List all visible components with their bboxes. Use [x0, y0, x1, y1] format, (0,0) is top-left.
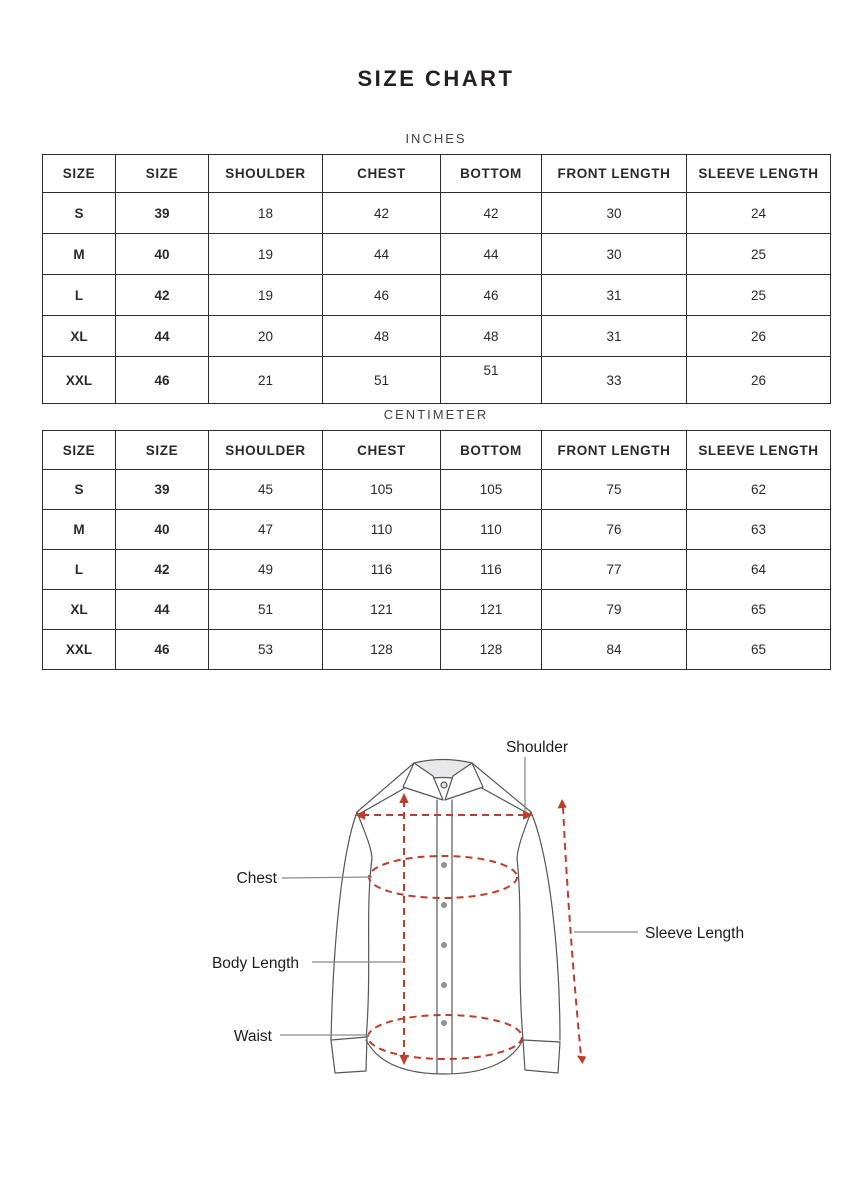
- value-cell: 24: [687, 193, 831, 234]
- value-cell: 31: [542, 275, 687, 316]
- table-row: [43, 357, 831, 404]
- arrowhead-down: [399, 1055, 408, 1065]
- size-cell: M: [43, 510, 116, 550]
- button-icon: [441, 1020, 446, 1025]
- column-header: BOTTOM: [441, 431, 542, 470]
- column-header: CHEST: [323, 431, 441, 470]
- value-cell: 31: [542, 316, 687, 357]
- value-cell: 44: [116, 590, 209, 630]
- left-cuff: [331, 1037, 367, 1073]
- value-cell: 63: [687, 510, 831, 550]
- value-cell: 105: [323, 470, 441, 510]
- value-cell: 30: [542, 193, 687, 234]
- centimeter-table-caption: CENTIMETER: [383, 407, 489, 422]
- size-cell: M: [43, 234, 116, 275]
- waist-label: Waist: [233, 1028, 272, 1045]
- size-cell: S: [43, 193, 116, 234]
- table-row: [43, 510, 831, 550]
- value-cell: 48: [441, 316, 542, 357]
- value-cell: 75: [542, 470, 687, 510]
- shirt-outline: [331, 760, 560, 1075]
- value-cell: 46: [323, 275, 441, 316]
- value-cell: 25: [687, 275, 831, 316]
- size-cell: L: [43, 275, 116, 316]
- header-row: [43, 431, 831, 470]
- value-cell: 42: [116, 275, 209, 316]
- value-cell: 84: [542, 630, 687, 670]
- sleeve-length-label: Sleeve Length: [645, 925, 745, 942]
- right-armhole: [517, 812, 531, 1040]
- button-icon: [441, 862, 446, 867]
- table-row: [43, 630, 831, 670]
- value-cell: 39: [116, 193, 209, 234]
- value-cell: 42: [323, 193, 441, 234]
- value-cell: 40: [116, 234, 209, 275]
- value-cell: 65: [687, 590, 831, 630]
- value-cell: 105: [441, 470, 542, 510]
- measurement-marks: [362, 800, 581, 1059]
- value-cell: 42: [116, 550, 209, 590]
- table-row: [43, 275, 831, 316]
- value-cell: 21: [209, 357, 323, 404]
- centimeter-size-table: [42, 430, 831, 670]
- value-cell: 62: [687, 470, 831, 510]
- arrowhead-up: [399, 793, 408, 803]
- inches-table-header: [43, 155, 831, 193]
- size-cell: XXL: [43, 630, 116, 670]
- value-cell: 18: [209, 193, 323, 234]
- value-cell: 121: [441, 590, 542, 630]
- value-cell: 46: [116, 630, 209, 670]
- value-cell: 77: [542, 550, 687, 590]
- right-cuff: [523, 1040, 560, 1073]
- column-header: SHOULDER: [209, 431, 323, 470]
- value-cell: 19: [209, 275, 323, 316]
- value-cell: 19: [209, 234, 323, 275]
- centimeter-table-body: [43, 470, 831, 670]
- column-header: SIZE: [43, 155, 116, 193]
- chest-label: Chest: [236, 870, 277, 887]
- column-header: SLEEVE LENGTH: [687, 431, 831, 470]
- table-row: [43, 316, 831, 357]
- value-cell: 110: [323, 510, 441, 550]
- centimeter-table-header: [43, 431, 831, 470]
- value-cell: 110: [441, 510, 542, 550]
- value-cell: 44: [323, 234, 441, 275]
- column-header: SHOULDER: [209, 155, 323, 193]
- page-title: SIZE CHART: [357, 66, 515, 91]
- inches-table-caption: INCHES: [405, 131, 467, 146]
- table-row: [43, 234, 831, 275]
- size-cell: S: [43, 470, 116, 510]
- value-cell: 128: [323, 630, 441, 670]
- shoulder-label: Shoulder: [505, 739, 569, 756]
- value-cell: 76: [542, 510, 687, 550]
- placket-buttons: [441, 862, 446, 1025]
- arrowhead-sleeve-bottom: [577, 1056, 586, 1065]
- value-cell: 51: [209, 590, 323, 630]
- column-header: CHEST: [323, 155, 441, 193]
- size-cell: XL: [43, 316, 116, 357]
- button-icon: [441, 942, 446, 947]
- value-cell: 45: [209, 470, 323, 510]
- table-row: [43, 550, 831, 590]
- value-cell: 26: [687, 357, 831, 404]
- value-cell: 49: [209, 550, 323, 590]
- measurement-arrowheads: [355, 793, 586, 1065]
- column-header: FRONT LENGTH: [542, 431, 687, 470]
- inches-size-table: [42, 154, 831, 404]
- value-cell: 42: [441, 193, 542, 234]
- value-cell: 44: [116, 316, 209, 357]
- size-cell: XXL: [43, 357, 116, 404]
- column-header: SIZE: [43, 431, 116, 470]
- column-header: BOTTOM: [441, 155, 542, 193]
- table-row: [43, 590, 831, 630]
- value-cell: 39: [116, 470, 209, 510]
- shirt-measurement-diagram: [180, 690, 780, 1120]
- value-cell: 20: [209, 316, 323, 357]
- value-cell: 51: [441, 357, 542, 404]
- size-cell: L: [43, 550, 116, 590]
- body-length-label: Body Length: [211, 955, 299, 972]
- value-cell: 51: [323, 357, 441, 404]
- column-header: SLEEVE LENGTH: [687, 155, 831, 193]
- arrowhead-sleeve-top: [558, 799, 567, 809]
- value-cell: 64: [687, 550, 831, 590]
- size-cell: XL: [43, 590, 116, 630]
- collar-button: [441, 782, 447, 788]
- right-sleeve: [531, 812, 560, 1040]
- hem: [366, 1040, 523, 1074]
- value-cell: 47: [209, 510, 323, 550]
- column-header: SIZE: [116, 155, 209, 193]
- button-icon: [441, 902, 446, 907]
- chest-leader-line: [282, 877, 372, 878]
- value-cell: 33: [542, 357, 687, 404]
- value-cell: 40: [116, 510, 209, 550]
- value-cell: 128: [441, 630, 542, 670]
- value-cell: 116: [323, 550, 441, 590]
- value-cell: 26: [687, 316, 831, 357]
- value-cell: 30: [542, 234, 687, 275]
- table-row: [43, 193, 831, 234]
- value-cell: 48: [323, 316, 441, 357]
- value-cell: 53: [209, 630, 323, 670]
- value-cell: 79: [542, 590, 687, 630]
- value-cell: 46: [441, 275, 542, 316]
- header-row: [43, 155, 831, 193]
- label-leader-lines: [280, 757, 638, 1035]
- column-header: SIZE: [116, 431, 209, 470]
- table-row: [43, 470, 831, 510]
- button-icon: [441, 982, 446, 987]
- left-sleeve: [331, 812, 357, 1040]
- inches-table-body: [43, 193, 831, 404]
- column-header: FRONT LENGTH: [542, 155, 687, 193]
- left-armhole: [357, 812, 372, 1040]
- value-cell: 116: [441, 550, 542, 590]
- value-cell: 25: [687, 234, 831, 275]
- value-cell: 121: [323, 590, 441, 630]
- value-cell: 44: [441, 234, 542, 275]
- value-cell: 65: [687, 630, 831, 670]
- value-cell: 46: [116, 357, 209, 404]
